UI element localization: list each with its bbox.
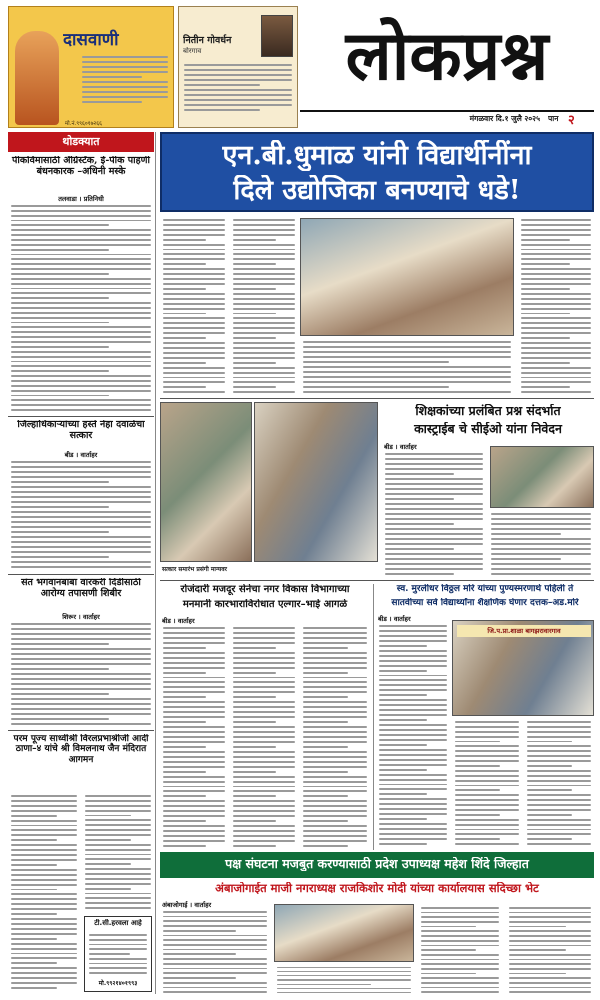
labour-headline-line1: रोजंदारी मजदूर सेनेचा नगर विकास विभागाच्या (180, 584, 350, 595)
office-headline: अंबाजोगाईत माजी नगराध्यक्ष राजकिशोर मोदी यांच्या कार्यालयास सदिच्छा भेट (215, 882, 539, 895)
main-story-photo-caption (300, 338, 514, 396)
story4-body-right (82, 792, 154, 912)
saint-illustration (15, 31, 59, 125)
teachers-headline-line1: शिक्षकांच्या प्रलंबित प्रश्न संदर्भात (415, 404, 561, 418)
more-headline-line2: सातवीच्या सर्व विद्यार्थ्यांना शैक्षणिक घेणार दत्तक–अड.मोरे (391, 598, 579, 608)
teachers-body-col1 (382, 450, 486, 578)
divider (160, 398, 594, 399)
more-body-col2 (452, 718, 522, 848)
masthead-rule (300, 110, 594, 112)
ad-dasvani-title: दासवाणी (63, 30, 119, 50)
ad-nitin-portrait (261, 15, 293, 57)
section-title: थोडक्यात (8, 132, 154, 152)
divider (8, 574, 154, 575)
main-story-col2 (230, 216, 298, 396)
more-dateline: बीड । वार्ताहर (378, 615, 411, 623)
page-number: २ (568, 113, 575, 128)
event-photo-caption: सत्कार समारंभ प्रसंगी मान्यवर (162, 566, 228, 573)
masthead (300, 6, 594, 128)
school-photo (452, 620, 594, 716)
labour-body-col2 (230, 624, 298, 850)
story2-headline: जिल्हाधिकाऱ्यांच्या हस्ते नेहा दवाळेचा सत्कार (17, 420, 145, 441)
teachers-headline-line2: कास्ट्राईब चे सीईओ यांना निवेदन (414, 422, 562, 436)
page-label: पान (548, 114, 559, 123)
labour-body-col1 (160, 624, 228, 850)
story1-body (8, 202, 154, 414)
story3-body (8, 620, 154, 728)
teachers-body-col2 (488, 510, 594, 578)
main-banner-line1: एन.बी.धुमाळ यांनी विद्यार्थीनींना (222, 140, 532, 171)
more-body-col3 (524, 718, 594, 848)
labour-headline-line2: मनमानी कारभाराविरोधात एल्गार–भाई आगळे (182, 599, 348, 610)
story1-headline: पीकविमासाठी ॲग्रिस्टॅक, ई-पीक पाहणी बंधनकारक –अधिनी मस्के (12, 156, 150, 177)
ad-nitin (178, 6, 298, 128)
left-column (8, 132, 156, 994)
story2-dateline: बीड । वार्ताहर (64, 451, 98, 459)
ad-nitin-name: नितीन गोवर्धन (183, 35, 232, 46)
column-rule (373, 584, 374, 850)
divider (8, 730, 154, 731)
story4-headline: परम पूज्य साध्वीश्री विरलप्रभाश्रीजी आदी ठाणा–४ यांचे श्री विमलनाथ जैन मंदिरात आगमन (13, 734, 149, 765)
lost-tc-ad-text (86, 931, 150, 977)
bottom-banner (160, 852, 594, 878)
more-headline-line1: स्व. मुरलीधर विठ्ठल मोरे यांच्या पुण्यस्मरणार्थ पहिली ते (396, 584, 574, 594)
lost-tc-ad (84, 916, 152, 992)
lost-tc-ad-title: टी.सी.हरवला आहे (94, 919, 142, 927)
story2-body (8, 458, 154, 572)
more-body-col1 (376, 622, 450, 848)
issue-date: मंगळवार दि.१ जुलै २०२५ (469, 114, 540, 123)
event-photo-1 (160, 402, 252, 562)
main-banner (160, 132, 594, 212)
office-body-col2 (274, 964, 414, 996)
main-story-col1 (160, 216, 228, 396)
masthead-logo: लोकप्रश्न (345, 16, 549, 96)
story4-body-left (8, 792, 80, 992)
office-body-col1 (160, 908, 270, 996)
ad-dasvani-phone: मो.नं.९९६०१७२६६ (65, 121, 103, 127)
main-story-col4 (518, 216, 594, 396)
lost-tc-ad-phone: मो.९९२१४०१९९३ (98, 980, 138, 987)
ad-dasvani-text (79, 53, 171, 117)
ad-dasvani (8, 6, 174, 128)
main-banner-line2: दिले उद्योजिका बनण्याचे धडे! (233, 175, 521, 206)
teachers-photo (490, 446, 594, 508)
main-story-photo (300, 218, 514, 336)
teachers-dateline: बीड । वार्ताहर (384, 443, 417, 451)
office-dateline: अंबाजोगाई । वार्ताहर (162, 901, 212, 909)
event-photo-2 (254, 402, 378, 562)
divider (8, 416, 154, 417)
office-body-col4 (506, 904, 594, 996)
school-board: जि.प.प्रा.शाळा बागझरावारगाव (457, 625, 591, 637)
divider (160, 580, 594, 581)
story3-headline: संत भगवानबाबा वारकरी दिंडीसाठी आरोग्य तपासणी शिबीर (21, 578, 141, 599)
labour-dateline: बीड । वार्ताहर (162, 617, 195, 625)
bottom-banner-text: पक्ष संघटना मजबुत करण्यासाठी प्रदेश उपाध्यक्ष महेश शिंदे जिल्हात (225, 857, 529, 871)
ad-nitin-text (181, 61, 295, 125)
story1-dateline: तलवाडा । प्रतिनिधी (58, 195, 104, 203)
office-photo (274, 904, 414, 962)
story3-dateline: शिरूर । वार्ताहर (62, 613, 100, 621)
office-body-col3 (418, 904, 502, 996)
labour-body-col3 (300, 624, 370, 850)
ad-nitin-place: बोरगाव (183, 47, 202, 55)
